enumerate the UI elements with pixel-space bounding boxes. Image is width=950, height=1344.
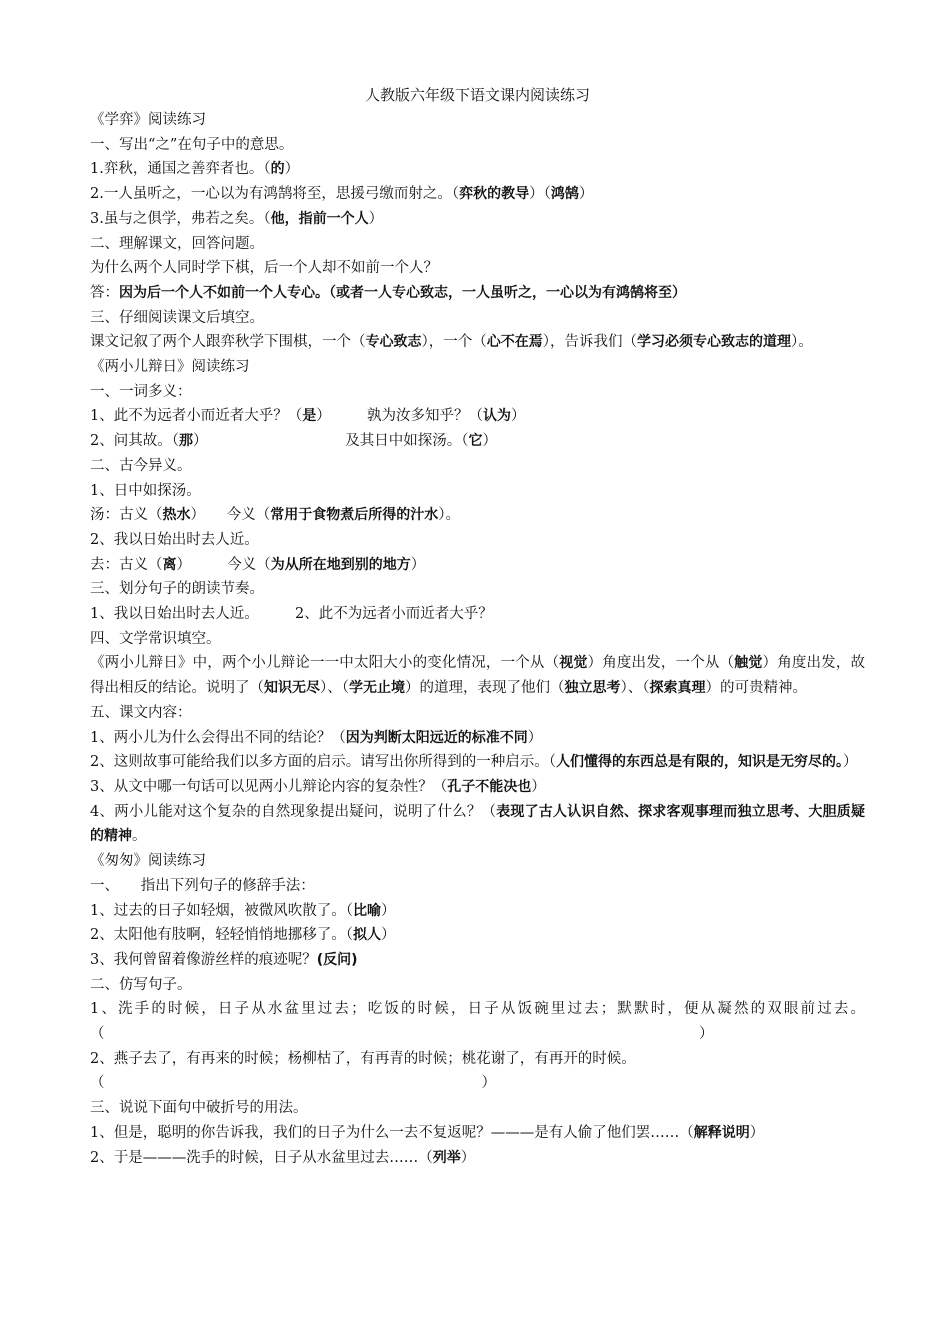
text-line — [90, 1146, 865, 1171]
question-text: 二、古今异义。 — [90, 457, 192, 474]
answer-text: 离 — [162, 556, 177, 573]
answer-text: 独立思考 — [564, 680, 621, 697]
answer-text: 热水 — [162, 507, 191, 524]
question-text: ）角度出发，故得出相反的结论。说明了（ — [90, 655, 866, 697]
text-line — [90, 701, 865, 726]
text-line — [90, 429, 865, 454]
text-line — [90, 281, 865, 306]
question-text: ） — [380, 927, 396, 944]
text-line — [90, 775, 865, 800]
answer-text: 是 — [302, 408, 317, 425]
question-text: 2.一人虽听之，一心以为有鸿鹄将至，思援弓缴而射之。（ — [90, 186, 460, 203]
answer-text: 解释说明 — [693, 1124, 750, 1141]
question-text: 课文记叙了两个人跟弈秋学下围棋，一个（ — [90, 334, 366, 351]
question-text: ） — [510, 408, 526, 425]
question-text: ） — [578, 186, 594, 203]
question-text: 《两小儿辩日》阅读练习 — [90, 359, 250, 376]
question-text: 4、两小儿能对这个复杂的自然现象提出疑问，说明了什么？（ — [90, 803, 497, 820]
question-text: 1、过去的日子如轻烟，被微风吹散了。（ — [90, 902, 353, 919]
question-text: ）角度出发，一个从（ — [587, 655, 735, 672]
question-text: ） — [410, 556, 426, 573]
answer-text: 为从所在地到别的地方 — [270, 556, 411, 573]
question-text: 2、太阳他有肢啊，轻轻悄悄地挪移了。（ — [90, 927, 353, 944]
question-text: ） — [749, 1124, 765, 1141]
answer-text: 视觉 — [559, 655, 588, 672]
text-line — [90, 627, 865, 652]
document-page — [90, 84, 865, 1170]
text-line — [90, 256, 865, 281]
text-line — [90, 800, 865, 849]
text-line — [90, 355, 865, 380]
question-text: ）（ — [529, 186, 551, 203]
question-text: （ ） — [90, 1075, 496, 1092]
question-text: 答： — [90, 284, 119, 301]
question-text: 五、课文内容： — [90, 704, 192, 721]
answer-text: 探索真理 — [649, 680, 706, 697]
answer-text: 触觉 — [734, 655, 763, 672]
question-text: 一、写出“之”在句子中的意思。 — [90, 136, 294, 153]
question-text: ），一个（ — [421, 334, 487, 351]
answer-text: 弈秋的教导 — [459, 186, 530, 203]
question-text: 四、文学常识填空。 — [90, 630, 221, 647]
text-line — [90, 948, 865, 973]
text-line — [90, 232, 865, 257]
answer-text: 孔子不能决也 — [447, 778, 532, 795]
question-text: ） — [380, 902, 396, 919]
question-text: 1、日中如探汤。 — [90, 482, 201, 499]
question-text: 。 — [132, 828, 147, 845]
question-text: 1、我以日始出时去人近。 2、此不为远者小而近者大乎？ — [90, 606, 493, 623]
question-text: ） — [368, 210, 384, 227]
text-line — [90, 651, 865, 700]
question-text: 为什么两个人同时学下棋，后一个人却不如前一个人？ — [90, 260, 438, 277]
question-text: 二、仿写句子。 — [90, 976, 192, 993]
text-line — [90, 1047, 865, 1072]
answer-text: 鸿鹄 — [550, 186, 579, 203]
question-text: 3、从文中哪一句话可以见两小儿辩论内容的复杂性？（ — [90, 778, 448, 795]
text-line — [90, 108, 865, 133]
text-line — [90, 528, 865, 553]
question-text: 2、这则故事可能给我们以多方面的启示。请写出你所得到的一种启示。（ — [90, 754, 556, 771]
text-line — [90, 454, 865, 479]
question-text: 3、我何曾留着像游丝样的痕迹呢？ — [90, 951, 317, 968]
text-line — [90, 1071, 865, 1096]
answer-text: 拟人 — [352, 927, 381, 944]
document-title: 人教版六年级下语文课内阅读练习 — [364, 86, 590, 104]
answer-text: 学习必须专心致志的道理 — [637, 334, 791, 351]
answer-text: 那 — [178, 433, 193, 450]
answer-text: 因为后一个人不如前一个人专心。（或者一人专心致志，一人虽听之，一心以为有鸿鹄将至） — [119, 284, 686, 301]
question-text: 去：古义（ — [90, 556, 163, 573]
question-text: 《两小儿辩日》中，两个小儿辩论一一中太阳大小的变化情况，一个从（ — [90, 655, 560, 672]
question-text: ），告诉我们（ — [542, 334, 637, 351]
question-text: 1、但是，聪明的你告诉我，我们的日子为什么一去不复返呢？———是有人偷了他们罢……（ — [90, 1124, 694, 1141]
question-text: ） 今义（ — [176, 556, 271, 573]
question-text: ）、（ — [620, 680, 650, 697]
answer-text: 认为 — [482, 408, 511, 425]
question-text: 《匆匆》阅读练习 — [90, 853, 206, 870]
text-line — [90, 182, 865, 207]
question-text: ） — [531, 778, 546, 795]
question-text: 1、此不为远者小而近者大乎？（ — [90, 408, 303, 425]
text-line — [90, 133, 865, 158]
text-line — [90, 602, 865, 627]
question-text: 汤：古义（ — [90, 507, 163, 524]
answer-text: 比喻 — [352, 902, 381, 919]
question-text: 1.弈秋，通国之善弈者也。（ — [90, 161, 271, 178]
question-text: ） — [482, 433, 497, 450]
question-text: 1、两小儿为什么会得出不同的结论？（ — [90, 729, 346, 746]
answer-text: 它 — [468, 433, 483, 450]
question-text: ） — [460, 1149, 476, 1166]
question-text: 二、理解课文，回答问题。 — [90, 235, 264, 252]
text-line — [90, 1096, 865, 1121]
text-line — [90, 157, 865, 182]
answer-text: 的 — [270, 161, 285, 178]
answer-text: 因为判断太阳远近的标准不同 — [345, 729, 528, 746]
text-line — [90, 726, 865, 751]
question-text: 三、说说下面句中破折号的用法。 — [90, 1100, 308, 1117]
text-line — [90, 973, 865, 998]
text-line — [90, 380, 865, 405]
question-text: ）、（ — [320, 680, 349, 697]
question-text: ）的可贵精神。 — [705, 680, 807, 697]
question-text: 2、问其故。（ — [90, 433, 179, 450]
question-text: 《学弈》阅读练习 — [90, 112, 206, 128]
text-line — [90, 404, 865, 429]
text-line — [90, 899, 865, 924]
answer-text: 表现了古人认识自然、探求客观事理而独立思考、大胆质疑的精神 — [90, 803, 865, 845]
question-text: 2、燕子去了，有再来的时候；杨柳枯了，有再青的时候；桃花谢了，有再开的时候。 — [90, 1050, 636, 1067]
question-text: 一、一词多义： — [90, 383, 192, 400]
question-text: ） — [284, 161, 300, 178]
question-text: 一、 指出下列句子的修辞手法： — [90, 877, 315, 894]
question-text: ） 孰为汝多知乎？（ — [316, 408, 483, 425]
text-line — [90, 330, 865, 355]
text-line — [90, 849, 865, 874]
question-text: 1、洗手的时候，日子从水盆里过去；吃饭的时候，日子从饭碗里过去；默默时，便从凝然的双眼前过去。（ ） — [90, 1001, 865, 1043]
question-text: 2、我以日始出时去人近。 — [90, 531, 259, 548]
question-text: 三、仔细阅读课文后填空。 — [90, 309, 264, 326]
question-text: ）。 — [438, 507, 460, 524]
text-line — [90, 750, 865, 775]
text-line — [90, 503, 865, 528]
question-text: ） — [842, 754, 858, 771]
answer-text: 他，指前一个人 — [270, 210, 369, 227]
question-text: ） — [527, 729, 543, 746]
question-text: ） 今义（ — [190, 507, 271, 524]
answer-text: (反问) — [316, 951, 358, 968]
answer-text: 心不在焉 — [486, 334, 543, 351]
answer-text: 列举 — [432, 1149, 461, 1166]
answer-text: 人们懂得的东西总是有限的，知识是无穷尽的。 — [555, 754, 843, 771]
question-text: ） 及其日中如探汤。（ — [192, 433, 469, 450]
text-line — [90, 1121, 865, 1146]
text-line — [90, 923, 865, 948]
answer-text: 常用于食物煮后所得的汁水 — [270, 507, 439, 524]
question-text: ）的道理，表现了他们（ — [405, 680, 565, 697]
document-body — [90, 108, 865, 1170]
text-line — [90, 997, 865, 1046]
question-text: 3.虽与之俱学，弗若之矣。（ — [90, 210, 271, 227]
text-line — [90, 479, 865, 504]
question-text: 2、于是———洗手的时候，日子从水盆里过去……（ — [90, 1149, 433, 1166]
question-text: 三、划分句子的朗读节奏。 — [90, 581, 264, 598]
text-line — [90, 577, 865, 602]
answer-text: 专心致志 — [365, 334, 422, 351]
question-text: ）。 — [791, 334, 813, 351]
text-line — [90, 874, 865, 899]
text-line — [90, 306, 865, 331]
answer-text: 学无止境 — [349, 680, 405, 697]
text-line — [90, 553, 865, 578]
text-line — [90, 207, 865, 232]
answer-text: 知识无尽 — [264, 680, 320, 697]
